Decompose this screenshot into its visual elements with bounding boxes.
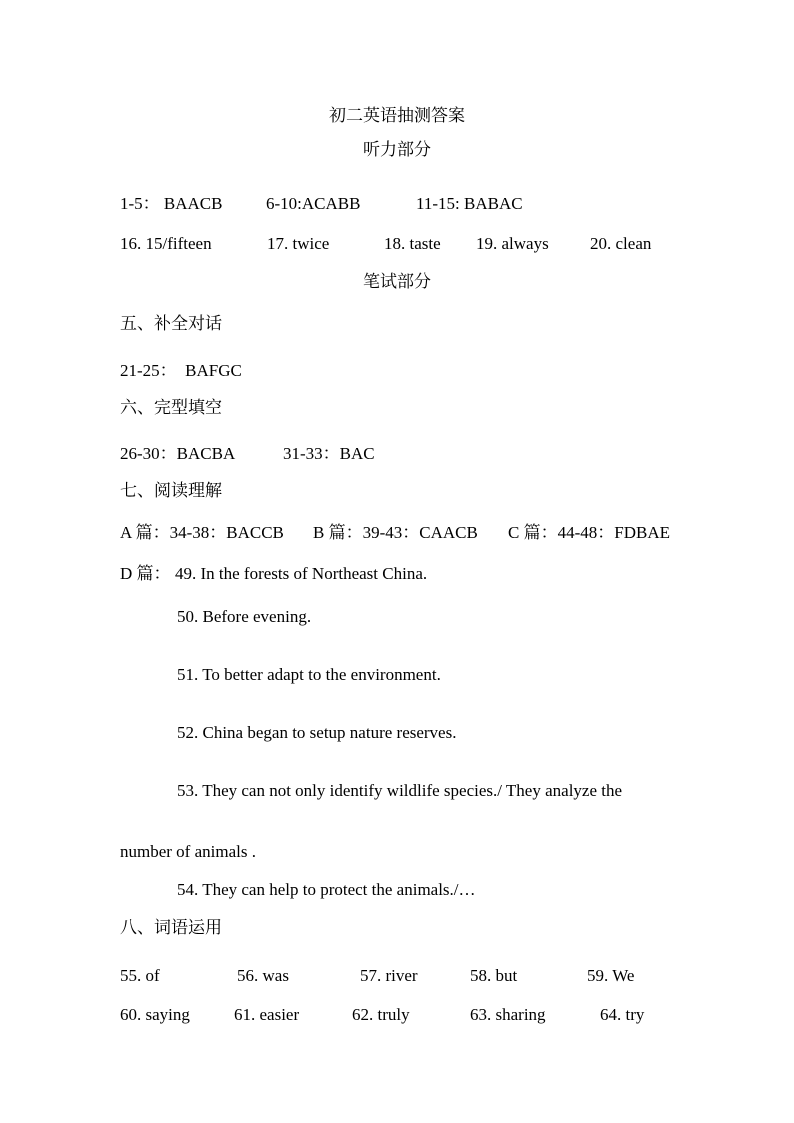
answer-52: 52. China began to setup nature reserves. <box>177 723 457 742</box>
answer-58: 58. but <box>470 966 518 985</box>
answer-50: 50. Before evening. <box>177 607 312 626</box>
listening-answer-19: 19. always <box>476 234 549 253</box>
answer-54: 54. They can help to protect the animals./… <box>177 880 476 899</box>
section-5-answer: 21-25： BAFGC <box>120 361 242 380</box>
answer-49: 49. In the forests of Northeast China. <box>175 564 428 583</box>
answer-59: 59. We <box>587 966 635 985</box>
listening-answer-1-5: 1-5： BAACB <box>120 194 223 213</box>
answer-64: 64. try <box>600 1005 645 1024</box>
listening-answer-18: 18. taste <box>384 234 441 253</box>
answer-57: 57. river <box>360 966 418 985</box>
listening-answer-6-10: 6-10:ACABB <box>266 194 361 213</box>
answer-53-line-1: 53. They can not only identify wildlife species./ They analyze the <box>177 781 623 800</box>
answer-63: 63. sharing <box>470 1005 546 1024</box>
reading-c-answers: C 篇：44-48：FDBAE <box>508 523 670 542</box>
page-title: 初二英语抽测答案 <box>329 106 465 126</box>
answer-56: 56. was <box>237 966 289 985</box>
section-7-heading: 七、阅读理解 <box>120 481 222 501</box>
answer-61: 61. easier <box>234 1005 300 1024</box>
answer-51: 51. To better adapt to the environment. <box>177 665 441 684</box>
reading-d-label: D 篇： <box>120 564 171 583</box>
written-heading: 笔试部分 <box>363 272 431 292</box>
listening-answer-17: 17. twice <box>267 234 330 253</box>
listening-heading: 听力部分 <box>363 140 431 160</box>
section-6-heading: 六、完型填空 <box>120 398 222 418</box>
section-6-answer-26-30: 26-30：BACBA <box>120 444 236 463</box>
listening-answer-16: 16. 15/fifteen <box>120 234 212 253</box>
answer-60: 60. saying <box>120 1005 190 1024</box>
answer-53-line-2: number of animals . <box>120 842 256 861</box>
listening-answer-20: 20. clean <box>590 234 652 253</box>
listening-answer-11-15: 11-15: BABAC <box>416 194 523 213</box>
section-6-answer-31-33: 31-33：BAC <box>283 444 375 463</box>
reading-b-answers: B 篇：39-43：CAACB <box>313 523 478 542</box>
answer-62: 62. truly <box>352 1005 410 1024</box>
section-5-heading: 五、补全对话 <box>120 314 222 334</box>
answer-55: 55. of <box>120 966 160 985</box>
reading-a-answers: A 篇：34-38：BACCB <box>120 523 284 542</box>
section-8-heading: 八、词语运用 <box>120 918 222 938</box>
